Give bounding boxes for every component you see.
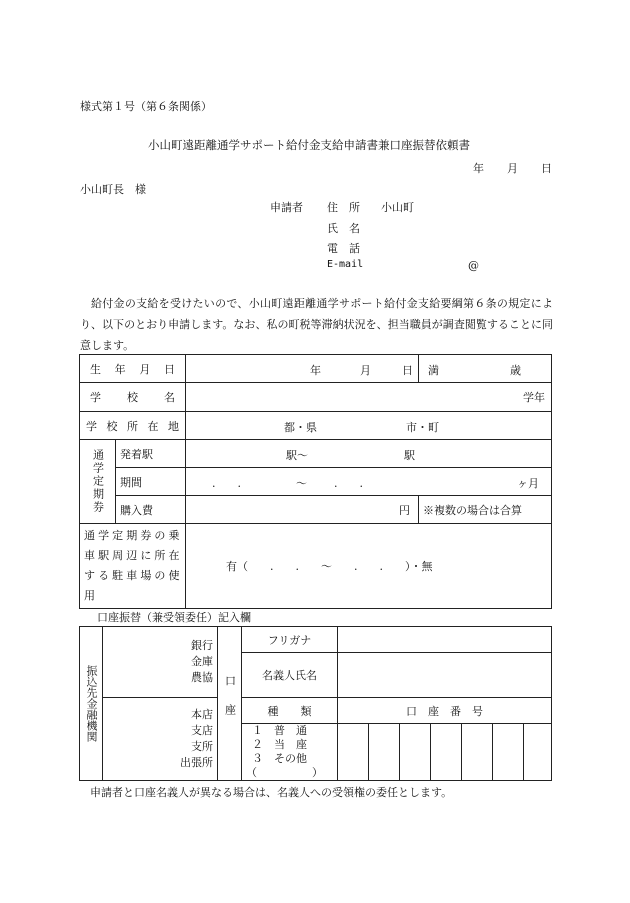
- account-digit-1[interactable]: [338, 724, 369, 781]
- page-title: 小山町遠距離通学サポート給付金支給申請書兼口座振替依頼書: [148, 138, 470, 152]
- date-day: 日: [541, 162, 552, 175]
- bank-side-label: 振込先金融機関: [80, 627, 103, 781]
- school-address-field[interactable]: 都・県 市・町: [186, 412, 552, 440]
- parking-field[interactable]: 有（ . . 〜 . . ）・無: [186, 524, 552, 609]
- account-digit-3[interactable]: [400, 724, 431, 781]
- account-digit-6[interactable]: [493, 724, 524, 781]
- period-label: 期間: [116, 468, 186, 496]
- number-label: 口 座 番 号: [338, 698, 552, 724]
- birth-row: [80, 355, 552, 383]
- address-value[interactable]: 小山町: [381, 201, 414, 214]
- footer-note: 申請者と口座名義人が異なる場合は、名義人への受領権の委任とします。: [90, 786, 453, 799]
- cost-note: ※複数の場合は合算: [419, 496, 552, 524]
- birth-label: 生年月日: [80, 355, 186, 383]
- holder-label: 名義人氏名: [242, 653, 338, 698]
- account-digit-2[interactable]: [369, 724, 400, 781]
- cost-label: 購入費: [116, 496, 186, 524]
- school-field[interactable]: 学年: [186, 383, 552, 412]
- bank-type-3: 農協: [191, 671, 213, 684]
- account-table: [79, 626, 552, 781]
- branch-type-4: 出張所: [180, 756, 213, 769]
- form-number: 様式第１号（第６条関係）: [80, 100, 212, 113]
- intro-paragraph: 給付金の支給を受けたいので、小山町遠距離通学サポート給付金支給要綱第６条の規定により、以下のとおり申請します。なお、私の町税等滞納状況を、担当職員が調査閲覧することに同意します。: [80, 297, 553, 352]
- branch-type-1: 本店: [191, 708, 213, 721]
- date-year: 年: [473, 162, 484, 175]
- date-month: 月: [507, 162, 518, 175]
- bank-type-2: 金庫: [191, 655, 213, 668]
- phone-label: 電 話: [327, 242, 360, 255]
- bank-name-field[interactable]: [103, 627, 218, 698]
- birth-date-field[interactable]: 年 月 日: [186, 355, 419, 383]
- address-label: 住 所: [327, 201, 360, 214]
- name-label: 氏 名: [327, 222, 360, 235]
- cost-row: [80, 496, 552, 524]
- school-row: [80, 383, 552, 412]
- account-type-field[interactable]: [242, 724, 338, 781]
- period-row: [80, 468, 552, 496]
- account-digit-4[interactable]: [431, 724, 462, 781]
- account-type-2[interactable]: ２ 当 座: [252, 738, 307, 751]
- account-section-title: 口座振替（兼受領委任）記入欄: [97, 611, 251, 624]
- furigana-label: フリガナ: [242, 627, 338, 653]
- applicant-label: 申請者: [270, 201, 303, 214]
- account-digit-5[interactable]: [462, 724, 493, 781]
- account-type-1[interactable]: １ 普 通: [252, 724, 307, 737]
- bank-type-1: 銀行: [191, 639, 213, 652]
- school-address-row: [80, 412, 552, 440]
- depart-label: 発着駅: [116, 440, 186, 468]
- account-type-other[interactable]: （ ）: [246, 766, 323, 779]
- branch-name-field[interactable]: [103, 698, 218, 781]
- pass-label: 通学定期券: [80, 440, 116, 524]
- parking-label: 通学定期券の乗車駅周辺に所在する駐車場の使用: [80, 524, 186, 609]
- parking-row: [80, 524, 552, 609]
- period-field[interactable]: . . 〜 . . ヶ月: [186, 468, 552, 496]
- age-field[interactable]: 満 歳: [419, 355, 552, 383]
- branch-type-2: 支店: [191, 724, 213, 737]
- branch-type-3: 支所: [191, 740, 213, 753]
- email-at[interactable]: @: [468, 259, 479, 272]
- cost-field[interactable]: 円: [186, 496, 419, 524]
- account-digit-7[interactable]: [524, 724, 552, 781]
- account-side-label: 口座: [218, 627, 242, 781]
- furigana-field[interactable]: [338, 627, 552, 653]
- depart-row: [80, 440, 552, 468]
- school-label: 学校名: [80, 383, 186, 412]
- email-label: E-mail: [327, 259, 364, 270]
- addressee: 小山町長 様: [80, 183, 146, 196]
- school-address-label: 学校所在地: [80, 412, 186, 440]
- application-table: [79, 354, 552, 609]
- type-label: 種 類: [242, 698, 338, 724]
- station-field[interactable]: 駅〜 駅: [186, 440, 552, 468]
- holder-field[interactable]: [338, 653, 552, 698]
- account-type-3[interactable]: ３ その他: [252, 752, 307, 765]
